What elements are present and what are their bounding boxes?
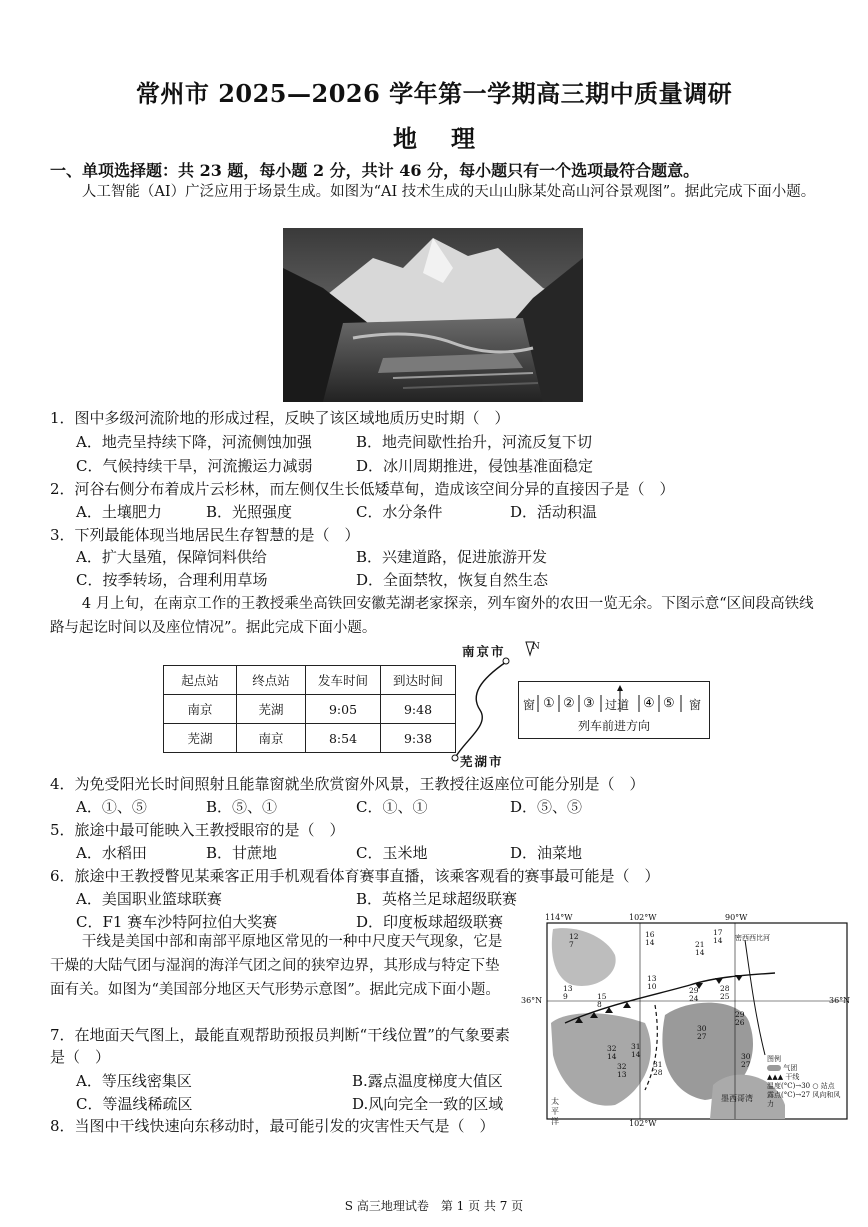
table-cell: 芜湖 <box>164 724 237 753</box>
station-marker: 12 7 <box>569 932 579 949</box>
city-wuhu: 芜湖市 <box>460 754 504 769</box>
question-6: 6．旅途中王教授瞥见某乘客正用手机观看体育赛事直播，该乘客观看的赛事最可能是（ ） <box>50 867 660 885</box>
seat-2[interactable]: ② <box>563 696 575 711</box>
direction-label: 列车前进方向 <box>577 719 650 733</box>
table-cell: 9:05 <box>306 695 381 724</box>
question-5-options <box>76 842 836 866</box>
q7-option-d[interactable]: D.风向完全一致的区域 <box>352 1095 504 1113</box>
q7-option-b[interactable]: B.露点温度梯度大值区 <box>352 1072 503 1090</box>
q1-option-b[interactable]: B．地壳间歇性抬升，河流反复下切 <box>356 433 593 451</box>
legend-dewpoint: 露点(°C) <box>767 1091 796 1099</box>
question-4-options <box>76 796 836 820</box>
railway-line <box>455 662 506 758</box>
q1-option-a[interactable]: A．地壳呈持续下降，河流侧蚀加强 <box>76 433 312 451</box>
page-footer: S 高三地理试卷 第 1 页 共 7 页 <box>344 1199 524 1213</box>
q4-option-b[interactable]: B．⑤、① <box>206 798 278 816</box>
q4-option-d[interactable]: D．⑤、⑤ <box>510 798 583 816</box>
legend-dryline: 干线 <box>785 1073 800 1081</box>
lat-label: 36°N <box>521 996 543 1005</box>
timetable-header: 终点站 <box>237 666 306 695</box>
station-marker: 31 14 <box>631 1042 641 1059</box>
exam-subject: 地理 <box>393 124 509 153</box>
table-cell: 南京 <box>237 724 306 753</box>
legend-title: 图例 <box>767 1055 781 1063</box>
q2-option-c[interactable]: C．水分条件 <box>356 503 443 521</box>
seat-3[interactable]: ③ <box>583 696 595 711</box>
seat-5[interactable]: ⑤ <box>663 696 675 711</box>
question-4: 4．为免受阳光长时间照射且能靠窗就坐欣赏窗外风景，王教授往返座位可能分别是（ ） <box>50 775 645 793</box>
valley-landscape-image <box>283 228 583 402</box>
q6-option-c[interactable]: C．F1 赛车沙特阿拉伯大奖赛 <box>76 913 278 931</box>
intro-train: 4 月上旬，在南京工作的王教授乘坐高铁回安徽芜湖老家探亲，列车窗外的农田一览无余。下图示意“区间段高铁线路与起讫时间以及座位情况”。据此完成下面小题。 <box>50 596 814 636</box>
legend-air-mass: 气团 <box>783 1064 798 1072</box>
legend-wind: 风向和风力 <box>767 1091 841 1108</box>
question-8: 8．当图中干线快速向东移动时，最可能引发的灾害性天气是（ ） <box>50 1117 495 1135</box>
timetable-header: 起点站 <box>164 666 237 695</box>
lon-label: 102°W <box>629 913 657 922</box>
q3-option-a[interactable]: A．扩大垦殖，保障饲料供给 <box>76 548 267 566</box>
aisle-label: 过道 <box>605 698 630 712</box>
place-pacific: 太平洋 <box>551 1097 559 1126</box>
question-5: 5．旅途中最可能映入王教授眼帘的是（ ） <box>50 821 345 839</box>
q6-option-d[interactable]: D．印度板球超级联赛 <box>356 913 504 931</box>
lon-label: 102°W <box>629 1119 657 1128</box>
legend-temperature: 温度(°C) <box>767 1082 796 1090</box>
station-marker: 17 14 <box>713 928 723 945</box>
q1-option-d[interactable]: D．冰川周期推进，侵蚀基准面稳定 <box>356 457 594 475</box>
north-label: N <box>532 642 540 652</box>
city-nanjing: 南京市 <box>462 644 506 659</box>
table-cell: 芜湖 <box>237 695 306 724</box>
window-right: 窗 <box>689 698 702 712</box>
q2-option-b[interactable]: B．光照强度 <box>206 503 293 521</box>
q4-option-a[interactable]: A．①、⑤ <box>76 798 147 816</box>
q5-option-c[interactable]: C．玉米地 <box>356 844 428 862</box>
weather-map <box>521 913 855 1130</box>
map-legend: 图例 气团 ▲▲▲ 干线 温度(°C)→30 ○ 站点 露点(°C)→27 风向和风力 <box>767 1055 847 1119</box>
intro-dryline: 干线是美国中部和南部平原地区常见的一种中尺度天气现象，它是干燥的大陆气团与湿润的海洋气团之间的狭窄边界，其形成与特定下垫面有关。如图为“美国部分地区天气形势示意图”。据此完成下面小题。 <box>50 934 503 998</box>
table-row <box>164 724 456 753</box>
station-marker: 30 27 <box>697 1024 707 1041</box>
table-cell: 9:38 <box>381 724 456 753</box>
lon-label: 114°W <box>545 913 573 922</box>
seat-4[interactable]: ④ <box>643 696 655 711</box>
q6-option-a[interactable]: A．美国职业篮球联赛 <box>76 890 222 908</box>
q5-option-d[interactable]: D．油菜地 <box>510 844 583 862</box>
question-1: 1．图中多级河流阶地的形成过程，反映了该区域地质历史时期（ ） <box>50 409 510 427</box>
seat-1[interactable]: ① <box>543 696 555 711</box>
q1-option-c[interactable]: C．气候持续干旱，河流搬运力减弱 <box>76 457 313 475</box>
question-3-options <box>76 546 836 594</box>
intro-ai: 人工智能（AI）广泛应用于场景生成。如图为“AI 技术生成的天山山脉某处高山河谷景观图”。据此完成下面小题。 <box>81 184 816 200</box>
seat-diagram <box>518 681 710 739</box>
section-heading: 一、单项选择题：共 23 题，每小题 2 分，共计 46 分，每小题只有一个选项最符合题意。 <box>50 161 700 180</box>
lon-label: 90°W <box>725 913 748 922</box>
timetable-header: 到达时间 <box>381 666 456 695</box>
question-3: 3．下列最能体现当地居民生存智慧的是（ ） <box>50 526 360 544</box>
q3-option-b[interactable]: B．兴建道路，促进旅游开发 <box>356 548 548 566</box>
station-marker: 30 27 <box>741 1052 751 1069</box>
timetable <box>163 665 456 753</box>
legend-station: 站点 <box>820 1082 835 1090</box>
table-cell: 8:54 <box>306 724 381 753</box>
q7-option-c[interactable]: C．等温线稀疏区 <box>76 1095 193 1113</box>
question-2: 2．河谷右侧分布着成片云杉林，而左侧仅生长低矮草甸，造成该空间分异的直接因子是（ ） <box>50 480 675 498</box>
q5-option-b[interactable]: B．甘蔗地 <box>206 844 278 862</box>
lat-label: 36°N <box>829 996 851 1005</box>
station-marker: 21 14 <box>695 940 705 957</box>
station-marker: 32 13 <box>617 1062 627 1079</box>
q2-option-d[interactable]: D．活动积温 <box>510 503 598 521</box>
table-cell: 南京 <box>164 695 237 724</box>
place-gulf: 墨西哥湾 <box>721 1094 753 1103</box>
station-marker: 32 14 <box>607 1044 617 1061</box>
station-marker: 29 24 <box>689 986 699 1003</box>
table-row <box>164 695 456 724</box>
table-cell: 9:48 <box>381 695 456 724</box>
q6-option-b[interactable]: B．英格兰足球超级联赛 <box>356 890 518 908</box>
place-mississippi: 密西西比河 <box>735 934 770 942</box>
station-marker: 15 8 <box>597 992 607 1009</box>
station-marker: 28 25 <box>720 984 730 1001</box>
station-marker: 29 26 <box>735 1010 745 1027</box>
wuhu-point <box>452 755 458 761</box>
window-left: 窗 <box>523 698 536 712</box>
q3-option-c[interactable]: C．按季转场，合理利用草场 <box>76 571 268 589</box>
q3-option-d[interactable]: D．全面禁牧，恢复自然生态 <box>356 571 549 589</box>
q7-option-a[interactable]: A．等压线密集区 <box>76 1072 192 1090</box>
station-marker: 13 9 <box>563 984 573 1001</box>
q2-option-a[interactable]: A．土壤肥力 <box>76 503 162 521</box>
station-marker: 13 10 <box>647 974 657 991</box>
question-1-options <box>76 431 836 479</box>
question-7: 7．在地面天气图上，最能直观帮助预报员判断“干线位置”的气象要素是（ ） <box>50 1026 510 1066</box>
exam-title: 常州市 2025—2026 学年第一学期高三期中质量调研 <box>135 79 733 108</box>
question-7-options <box>76 1070 536 1116</box>
q4-option-c[interactable]: C．①、① <box>356 798 428 816</box>
station-marker: 31 28 <box>653 1060 663 1077</box>
q5-option-a[interactable]: A．水稻田 <box>76 844 147 862</box>
question-2-options <box>76 501 836 525</box>
timetable-header: 发车时间 <box>306 666 381 695</box>
station-marker: 16 14 <box>645 930 655 947</box>
